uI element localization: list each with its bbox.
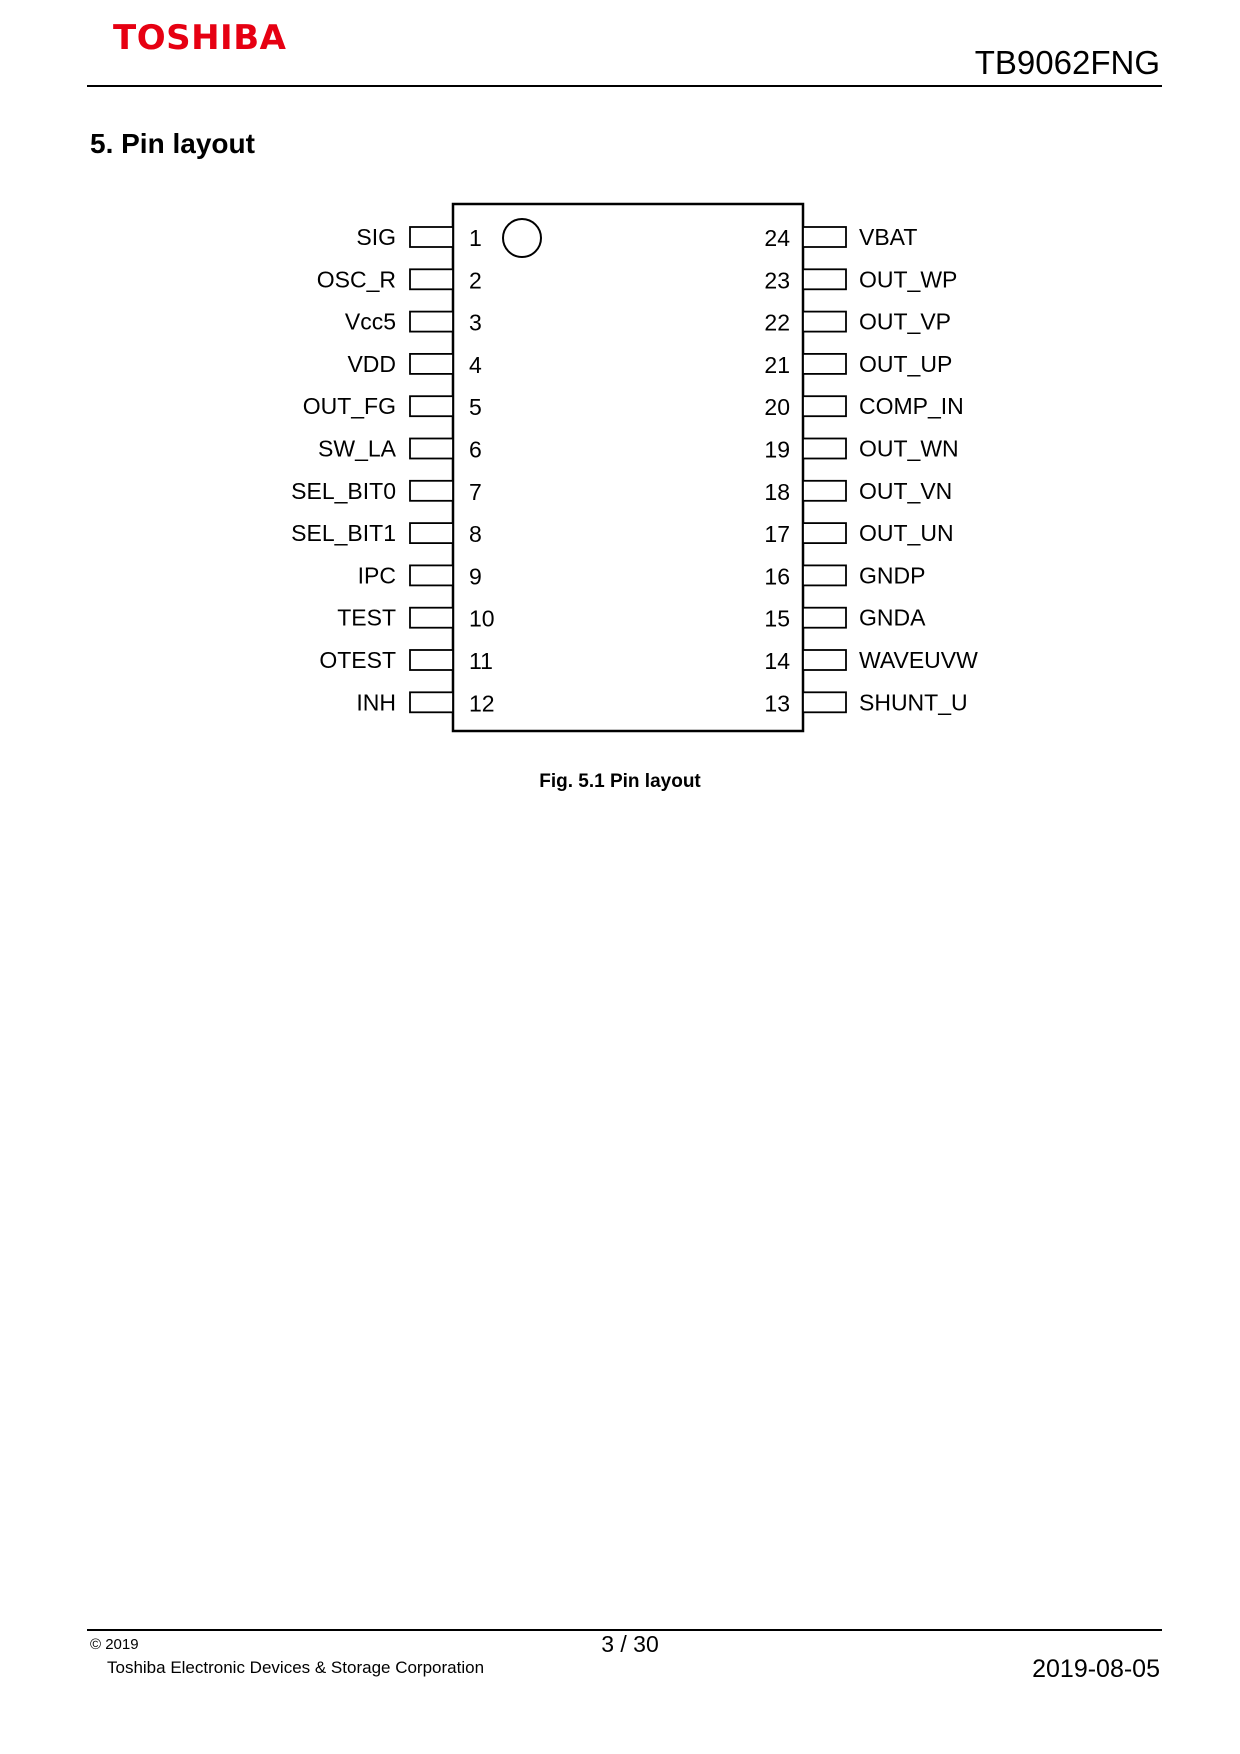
- pin-23-number: 23: [764, 267, 790, 294]
- pin-9-lead: [410, 565, 453, 585]
- document-date: 2019-08-05: [1032, 1655, 1160, 1683]
- pin-8-name: SEL_BIT1: [291, 520, 396, 547]
- pin-17-name: OUT_UN: [859, 520, 954, 547]
- pin-2-number: 2: [469, 267, 482, 294]
- pin-8-lead: [410, 523, 453, 543]
- pin-3-lead: [410, 312, 453, 332]
- pin-3-name: Vcc5: [344, 308, 396, 335]
- pin-22-name: OUT_VP: [859, 308, 952, 335]
- pin-5-name: OUT_FG: [302, 393, 396, 420]
- pin-19-name: OUT_WN: [859, 435, 959, 462]
- pin-19-number: 19: [764, 436, 790, 463]
- pin-24-number: 24: [764, 225, 790, 251]
- copyright: © 2019: [90, 1636, 139, 1653]
- pin-4-lead: [410, 354, 453, 374]
- pin-20-number: 20: [764, 394, 790, 421]
- pin-3-number: 3: [469, 309, 482, 336]
- pin-13-name: SHUNT_U: [859, 689, 968, 716]
- page-number: 3 / 30: [601, 1631, 659, 1657]
- section-title: 5. Pin layout: [90, 128, 255, 159]
- pin-9-name: IPC: [357, 562, 396, 589]
- pin-22-number: 22: [764, 309, 790, 336]
- ic-package-body: [453, 204, 803, 731]
- pin-24-lead: [803, 227, 846, 247]
- pin-22-lead: [803, 312, 846, 332]
- pin-10-name: TEST: [337, 604, 396, 631]
- pin-21-lead: [803, 354, 846, 374]
- pin-6-number: 6: [469, 436, 482, 463]
- pin-layout-diagram: [0, 0, 1240, 800]
- document-number: TB9062FNG: [974, 44, 1160, 81]
- pin-7-lead: [410, 481, 453, 501]
- figure-caption: Fig. 5.1 Pin layout: [539, 771, 701, 792]
- pin-1-name: SIG: [356, 224, 396, 250]
- pin-14-lead: [803, 650, 846, 670]
- pin-12-lead: [410, 692, 453, 712]
- pin-14-number: 14: [764, 648, 790, 674]
- pin-1-lead: [410, 227, 453, 247]
- pin-10-number: 10: [469, 605, 495, 632]
- pin-10-lead: [410, 608, 453, 628]
- pin-12-number: 12: [469, 690, 495, 717]
- pin-24-name: VBAT: [859, 224, 918, 250]
- pin-15-lead: [803, 608, 846, 628]
- pin-23-name: OUT_WP: [859, 266, 958, 293]
- pin-18-lead: [803, 481, 846, 501]
- pin-12-name: INH: [356, 689, 396, 716]
- pin-4-name: VDD: [347, 350, 396, 377]
- pin-18-number: 18: [764, 478, 790, 505]
- pin-13-number: 13: [764, 690, 790, 717]
- pin-11-number: 11: [469, 648, 493, 674]
- pin-13-lead: [803, 692, 846, 712]
- pin-4-number: 4: [469, 351, 482, 378]
- pin-9-number: 9: [469, 563, 482, 590]
- pin-16-name: GNDP: [859, 562, 926, 589]
- pin-20-lead: [803, 396, 846, 416]
- pin-8-number: 8: [469, 521, 482, 548]
- pin-19-lead: [803, 439, 846, 459]
- toshiba-logo: TOSHIBA: [113, 18, 287, 58]
- pin-7-number: 7: [469, 478, 482, 505]
- pin-5-number: 5: [469, 394, 482, 421]
- company-name: Toshiba Electronic Devices & Storage Corporation: [107, 1658, 485, 1677]
- pin-18-name: OUT_VN: [859, 477, 953, 504]
- pin-14-name: WAVEUVW: [859, 647, 978, 673]
- pin-2-lead: [410, 269, 453, 289]
- pin-17-number: 17: [764, 521, 790, 548]
- pin-15-number: 15: [764, 605, 790, 632]
- pin-20-name: COMP_IN: [859, 393, 964, 420]
- pin-16-lead: [803, 565, 846, 585]
- pin-16-number: 16: [764, 563, 790, 590]
- pin-6-name: SW_LA: [318, 435, 396, 462]
- pin-1-number: 1: [469, 225, 482, 251]
- pin-17-lead: [803, 523, 846, 543]
- pin-21-name: OUT_UP: [859, 350, 953, 377]
- pin-11-name: OTEST: [319, 647, 396, 673]
- pin-11-lead: [410, 650, 453, 670]
- pin-7-name: SEL_BIT0: [291, 477, 396, 504]
- pin-21-number: 21: [764, 351, 790, 378]
- pin-23-lead: [803, 269, 846, 289]
- pin-5-lead: [410, 396, 453, 416]
- pin-6-lead: [410, 439, 453, 459]
- pin-2-name: OSC_R: [316, 266, 396, 293]
- pin-15-name: GNDA: [859, 604, 926, 631]
